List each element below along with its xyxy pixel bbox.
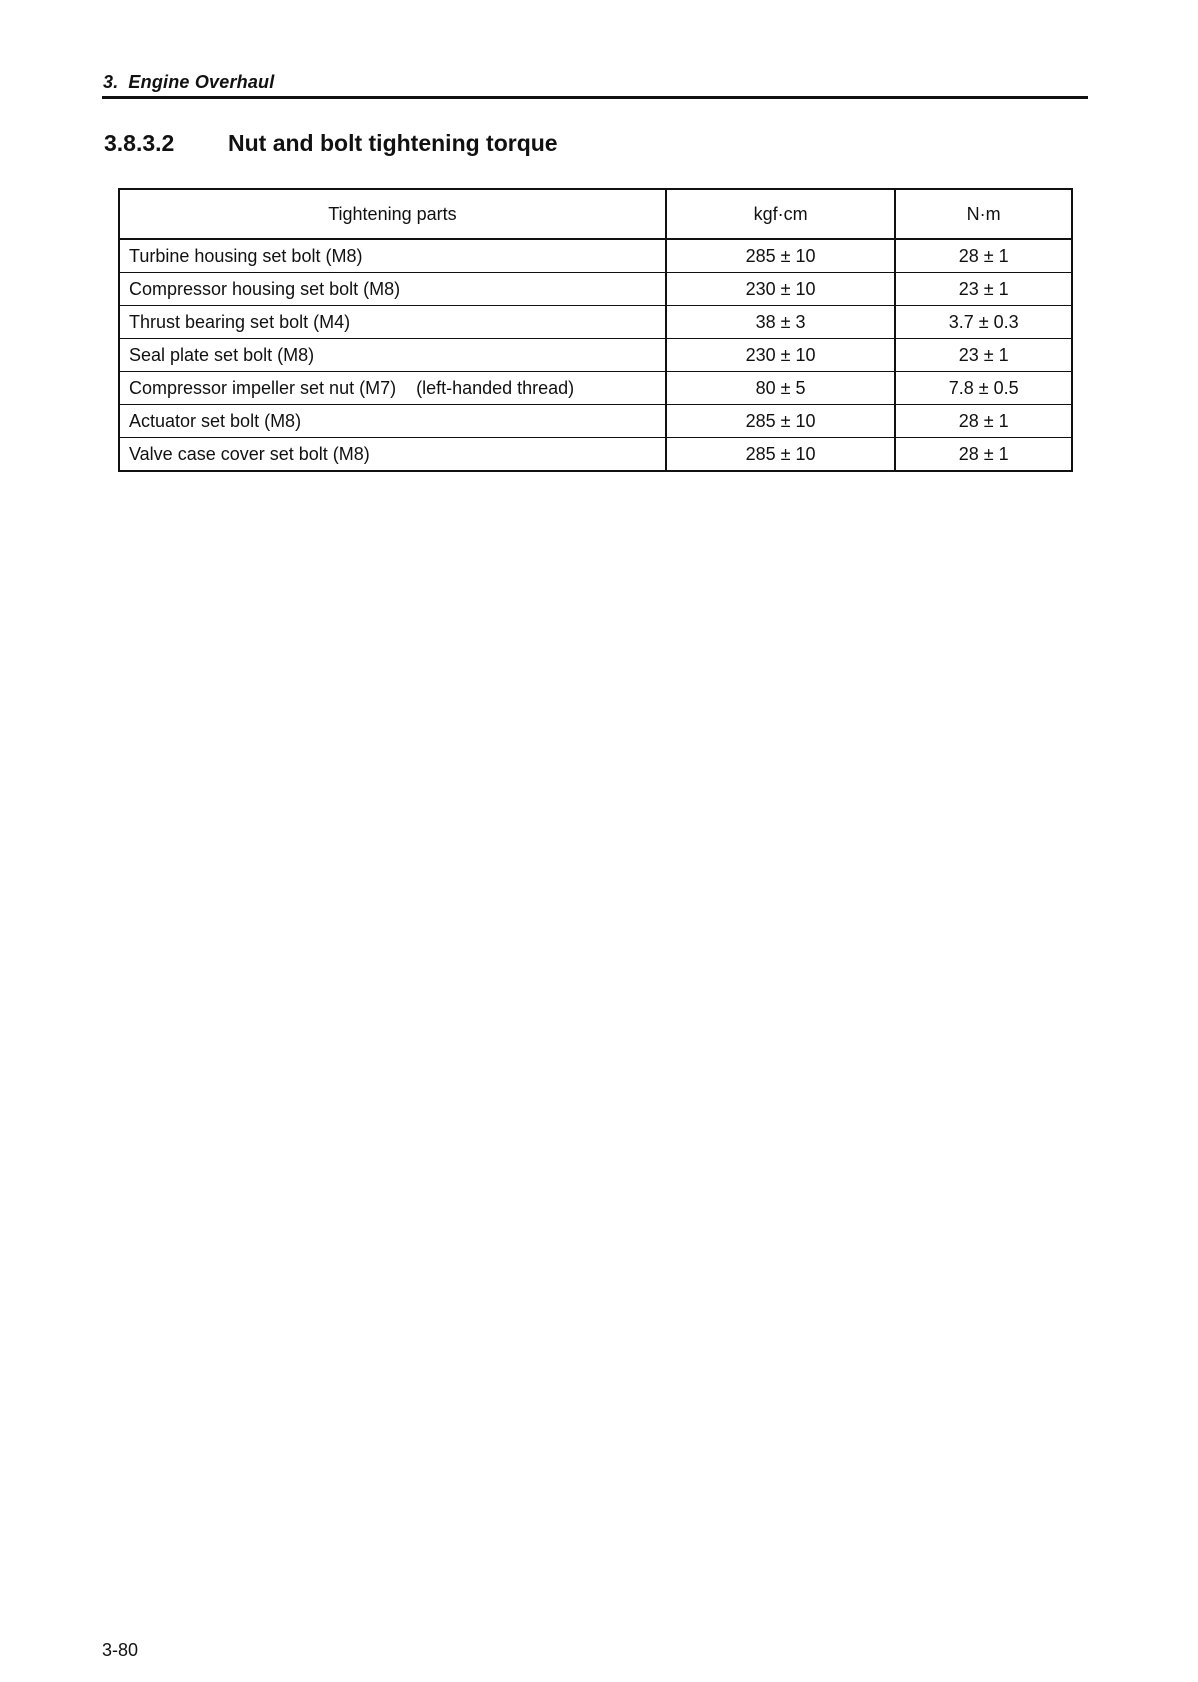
part-name: Compressor impeller set nut (M7) bbox=[129, 377, 397, 398]
part-cell bbox=[119, 239, 666, 273]
part-cell bbox=[119, 405, 666, 438]
torque-table bbox=[118, 188, 1073, 472]
kgf-cm-cell: 230 ± 10 bbox=[666, 273, 896, 306]
n-m-cell: 23 ± 1 bbox=[895, 339, 1072, 372]
n-m-cell: 7.8 ± 0.5 bbox=[895, 372, 1072, 405]
column-header-kgf-cm: kgf·cm bbox=[666, 189, 896, 239]
running-header bbox=[103, 72, 274, 93]
part-name: Compressor housing set bolt (M8) bbox=[129, 278, 401, 299]
part-cell bbox=[119, 273, 666, 306]
part-note: (left-handed thread) bbox=[416, 377, 575, 398]
part-cell bbox=[119, 372, 666, 405]
part-name: Actuator set bolt (M8) bbox=[129, 410, 302, 431]
section-number: 3.8.3.2 bbox=[104, 130, 175, 156]
chapter-title: Engine Overhaul bbox=[128, 72, 275, 92]
n-m-cell: 28 ± 1 bbox=[895, 239, 1072, 273]
table-row bbox=[119, 306, 1072, 339]
table-row bbox=[119, 372, 1072, 405]
kgf-cm-cell: 230 ± 10 bbox=[666, 339, 896, 372]
n-m-cell: 23 ± 1 bbox=[895, 273, 1072, 306]
n-m-cell: 28 ± 1 bbox=[895, 438, 1072, 472]
header-rule bbox=[102, 96, 1088, 99]
n-m-cell: 3.7 ± 0.3 bbox=[895, 306, 1072, 339]
n-m-cell: 28 ± 1 bbox=[895, 405, 1072, 438]
column-header-tightening-parts: Tightening parts bbox=[119, 189, 666, 239]
chapter-number: 3. bbox=[103, 72, 119, 92]
part-cell bbox=[119, 306, 666, 339]
page-number: 3-80 bbox=[102, 1640, 139, 1660]
part-name: Valve case cover set bolt (M8) bbox=[129, 443, 370, 464]
kgf-cm-cell: 285 ± 10 bbox=[666, 405, 896, 438]
kgf-cm-cell: 80 ± 5 bbox=[666, 372, 896, 405]
table-row bbox=[119, 438, 1072, 472]
table-row bbox=[119, 405, 1072, 438]
kgf-cm-cell: 285 ± 10 bbox=[666, 239, 896, 273]
column-header-n-m: N·m bbox=[895, 189, 1072, 239]
section-title: Nut and bolt tightening torque bbox=[228, 130, 558, 156]
kgf-cm-cell: 285 ± 10 bbox=[666, 438, 896, 472]
table-row bbox=[119, 239, 1072, 273]
part-name: Thrust bearing set bolt (M4) bbox=[129, 311, 351, 332]
kgf-cm-cell: 38 ± 3 bbox=[666, 306, 896, 339]
table-row bbox=[119, 339, 1072, 372]
part-name: Seal plate set bolt (M8) bbox=[129, 344, 315, 365]
table-header-row bbox=[119, 189, 1072, 239]
table-row bbox=[119, 273, 1072, 306]
part-cell bbox=[119, 438, 666, 472]
part-name: Turbine housing set bolt (M8) bbox=[129, 245, 363, 266]
section-heading bbox=[104, 130, 558, 157]
part-cell bbox=[119, 339, 666, 372]
